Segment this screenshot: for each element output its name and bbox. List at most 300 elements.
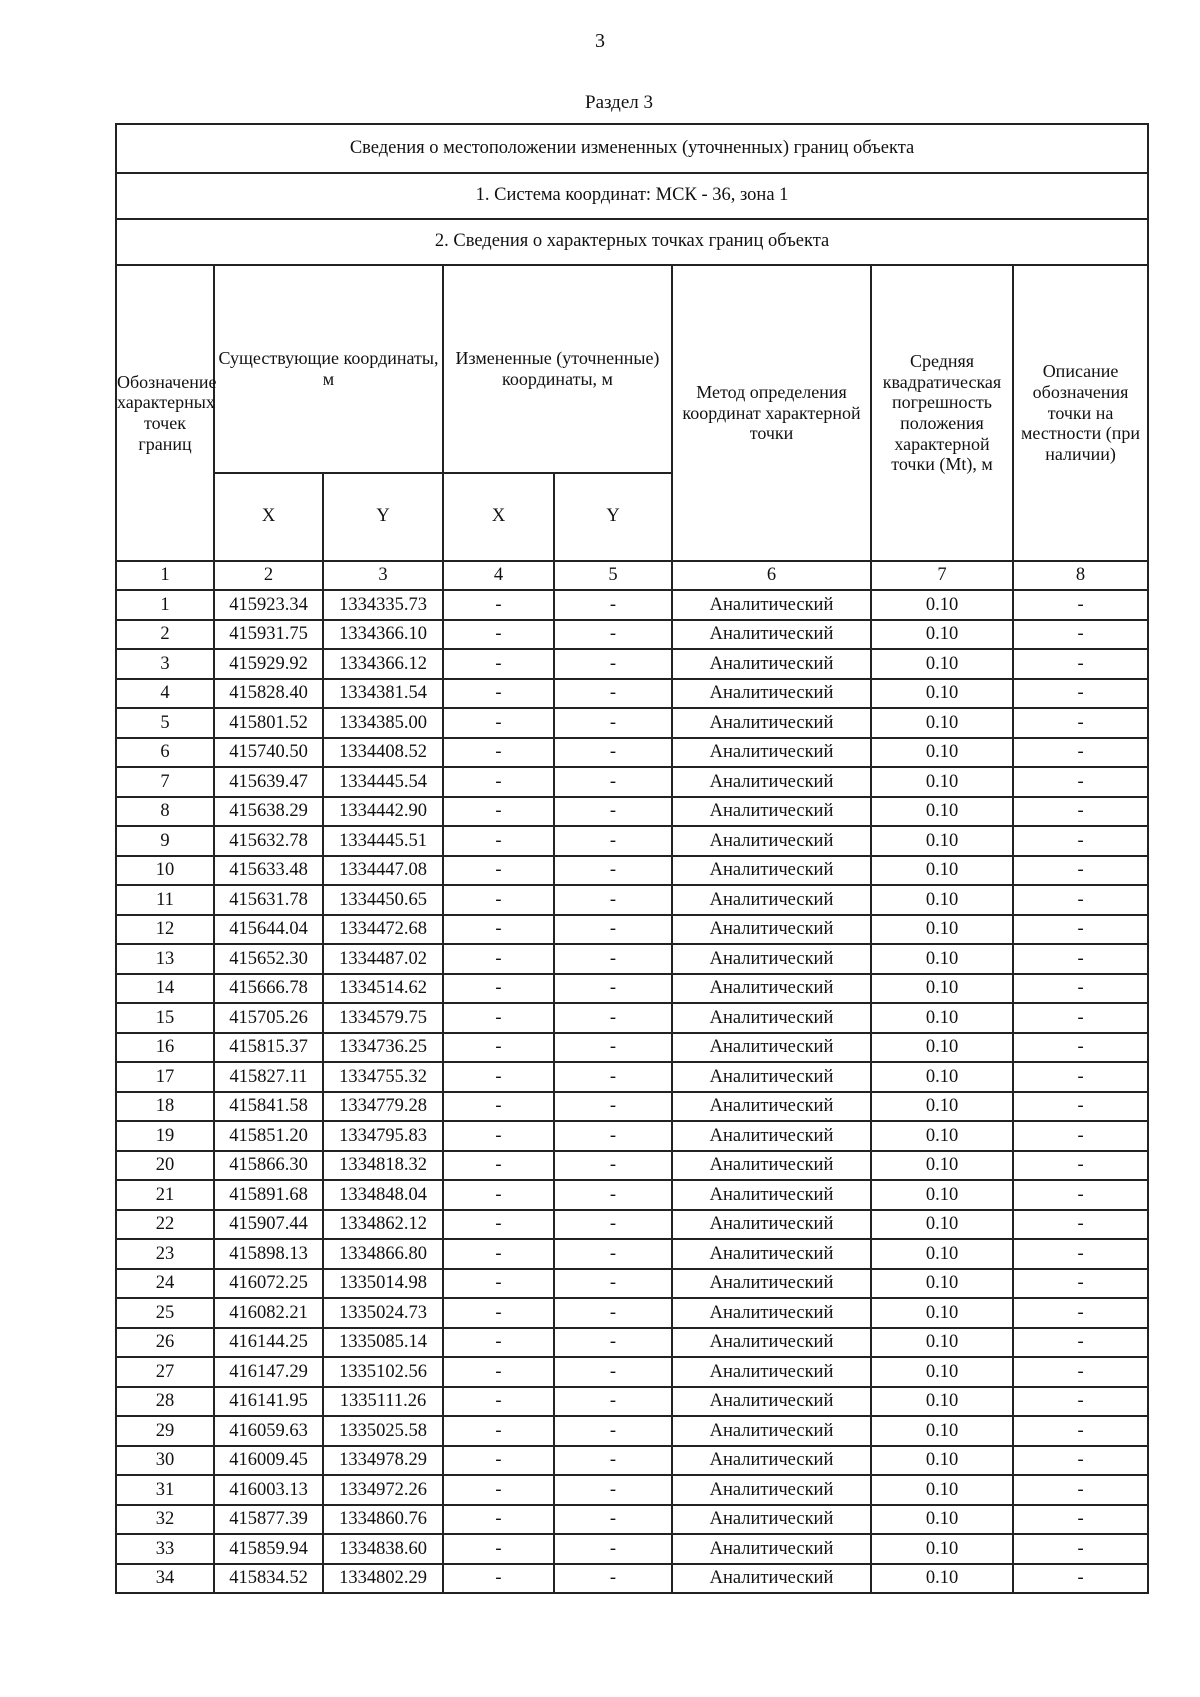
point-description-cell: - [1013,1387,1148,1417]
changed-y-cell: - [554,856,672,886]
table-row [116,826,1148,856]
point-description-cell: - [1013,590,1148,620]
existing-y-cell: 1335102.56 [323,1357,443,1387]
mean-error-cell: 0.10 [871,856,1013,886]
changed-y-cell: - [554,1269,672,1299]
changed-x-cell: - [443,885,554,915]
existing-y-cell: 1334447.08 [323,856,443,886]
changed-y-cell: - [554,1328,672,1358]
method-cell: Аналитический [672,1534,871,1564]
changed-y-cell: - [554,1416,672,1446]
mean-error-cell: 0.10 [871,679,1013,709]
table-row [116,590,1148,620]
changed-y-cell: - [554,915,672,945]
table-row [116,944,1148,974]
method-cell: Аналитический [672,1151,871,1181]
changed-x-cell: - [443,1062,554,1092]
mean-error-cell: 0.10 [871,944,1013,974]
point-number-cell: 28 [116,1387,214,1417]
changed-y-cell: - [554,1121,672,1151]
existing-x-cell: 415631.78 [214,885,323,915]
method-cell: Аналитический [672,1239,871,1269]
method-cell: Аналитический [672,1092,871,1122]
point-description-cell: - [1013,1534,1148,1564]
method-cell: Аналитический [672,1357,871,1387]
mean-error-cell: 0.10 [871,1121,1013,1151]
header-method: Метод определения координат характерной точки [672,265,871,561]
point-number-cell: 21 [116,1180,214,1210]
table-row [116,1328,1148,1358]
existing-x-cell: 415877.39 [214,1505,323,1535]
column-number: 1 [116,561,214,590]
changed-y-cell: - [554,590,672,620]
point-description-cell: - [1013,1239,1148,1269]
existing-y-cell: 1334335.73 [323,590,443,620]
existing-x-cell: 415907.44 [214,1210,323,1240]
table-row [116,1564,1148,1594]
point-number-cell: 1 [116,590,214,620]
existing-x-cell: 416082.21 [214,1298,323,1328]
existing-y-cell: 1334818.32 [323,1151,443,1181]
changed-x-cell: - [443,649,554,679]
changed-x-cell: - [443,1416,554,1446]
existing-y-cell: 1334487.02 [323,944,443,974]
changed-y-cell: - [554,1003,672,1033]
method-cell: Аналитический [672,974,871,1004]
existing-x-cell: 416003.13 [214,1475,323,1505]
changed-x-cell: - [443,1269,554,1299]
table-row [116,1387,1148,1417]
point-number-cell: 13 [116,944,214,974]
method-cell: Аналитический [672,915,871,945]
method-cell: Аналитический [672,797,871,827]
existing-x-cell: 415828.40 [214,679,323,709]
mean-error-cell: 0.10 [871,1151,1013,1181]
header-changed-y: Y [554,473,672,561]
point-description-cell: - [1013,1062,1148,1092]
mean-error-cell: 0.10 [871,649,1013,679]
existing-x-cell: 416147.29 [214,1357,323,1387]
point-number-cell: 16 [116,1033,214,1063]
point-description-cell: - [1013,1033,1148,1063]
point-number-cell: 31 [116,1475,214,1505]
existing-x-cell: 415827.11 [214,1062,323,1092]
method-cell: Аналитический [672,679,871,709]
method-cell: Аналитический [672,1505,871,1535]
point-number-cell: 20 [116,1151,214,1181]
table-row [116,1180,1148,1210]
header-changed-x: X [443,473,554,561]
existing-y-cell: 1334838.60 [323,1534,443,1564]
existing-x-cell: 415851.20 [214,1121,323,1151]
point-description-cell: - [1013,1475,1148,1505]
existing-x-cell: 415929.92 [214,649,323,679]
changed-y-cell: - [554,679,672,709]
changed-y-cell: - [554,1062,672,1092]
point-number-cell: 29 [116,1416,214,1446]
point-number-cell: 3 [116,649,214,679]
existing-x-cell: 415859.94 [214,1534,323,1564]
header-mean-error: Средняя квадратическая погрешность положения характерной точки (Mt), м [871,265,1013,561]
existing-y-cell: 1334472.68 [323,915,443,945]
changed-x-cell: - [443,708,554,738]
point-number-cell: 6 [116,738,214,768]
mean-error-cell: 0.10 [871,1328,1013,1358]
point-description-cell: - [1013,649,1148,679]
changed-y-cell: - [554,1239,672,1269]
table-row [116,767,1148,797]
point-description-cell: - [1013,915,1148,945]
method-cell: Аналитический [672,649,871,679]
point-number-cell: 24 [116,1269,214,1299]
mean-error-cell: 0.10 [871,1033,1013,1063]
point-number-cell: 32 [116,1505,214,1535]
method-cell: Аналитический [672,1121,871,1151]
table-row [116,1269,1148,1299]
method-cell: Аналитический [672,738,871,768]
existing-x-cell: 416059.63 [214,1416,323,1446]
method-cell: Аналитический [672,1328,871,1358]
method-cell: Аналитический [672,1062,871,1092]
table-row [116,1003,1148,1033]
existing-y-cell: 1335014.98 [323,1269,443,1299]
method-cell: Аналитический [672,1269,871,1299]
mean-error-cell: 0.10 [871,767,1013,797]
method-cell: Аналитический [672,1564,871,1594]
changed-x-cell: - [443,1534,554,1564]
header-changed-coordinates: Измененные (уточненные) координаты, м [443,265,672,473]
changed-y-cell: - [554,1505,672,1535]
mean-error-cell: 0.10 [871,1210,1013,1240]
table-row [116,679,1148,709]
changed-y-cell: - [554,1446,672,1476]
mean-error-cell: 0.10 [871,1180,1013,1210]
existing-y-cell: 1334366.10 [323,620,443,650]
changed-x-cell: - [443,1387,554,1417]
existing-x-cell: 415638.29 [214,797,323,827]
existing-y-cell: 1334860.76 [323,1505,443,1535]
existing-x-cell: 415866.30 [214,1151,323,1181]
changed-x-cell: - [443,1003,554,1033]
existing-y-cell: 1334795.83 [323,1121,443,1151]
changed-x-cell: - [443,1092,554,1122]
changed-x-cell: - [443,1239,554,1269]
table-row [116,738,1148,768]
changed-x-cell: - [443,767,554,797]
changed-y-cell: - [554,1564,672,1594]
existing-x-cell: 415666.78 [214,974,323,1004]
point-description-cell: - [1013,1298,1148,1328]
method-cell: Аналитический [672,826,871,856]
table-row [116,708,1148,738]
header-point-designation: Обозначение характерных точек границ [116,265,214,561]
method-cell: Аналитический [672,944,871,974]
changed-y-cell: - [554,767,672,797]
existing-y-cell: 1335085.14 [323,1328,443,1358]
point-description-cell: - [1013,1180,1148,1210]
mean-error-cell: 0.10 [871,1446,1013,1476]
page-number: 3 [595,30,605,52]
column-number: 6 [672,561,871,590]
mean-error-cell: 0.10 [871,1387,1013,1417]
method-cell: Аналитический [672,767,871,797]
changed-x-cell: - [443,1210,554,1240]
existing-y-cell: 1335024.73 [323,1298,443,1328]
changed-x-cell: - [443,856,554,886]
column-number: 8 [1013,561,1148,590]
existing-x-cell: 415834.52 [214,1564,323,1594]
existing-y-cell: 1334862.12 [323,1210,443,1240]
point-number-cell: 34 [116,1564,214,1594]
point-number-cell: 10 [116,856,214,886]
point-number-cell: 22 [116,1210,214,1240]
existing-y-cell: 1334755.32 [323,1062,443,1092]
existing-x-cell: 415891.68 [214,1180,323,1210]
changed-y-cell: - [554,738,672,768]
table-row [116,620,1148,650]
existing-y-cell: 1334445.54 [323,767,443,797]
table-row [116,797,1148,827]
point-number-cell: 26 [116,1328,214,1358]
changed-y-cell: - [554,826,672,856]
changed-y-cell: - [554,1210,672,1240]
changed-x-cell: - [443,590,554,620]
changed-y-cell: - [554,1033,672,1063]
header-existing-y: Y [323,473,443,561]
point-number-cell: 14 [116,974,214,1004]
mean-error-cell: 0.10 [871,1003,1013,1033]
changed-y-cell: - [554,1387,672,1417]
mean-error-cell: 0.10 [871,1092,1013,1122]
points-section-title: 2. Сведения о характерных точках границ объекта [116,219,1148,265]
existing-x-cell: 415639.47 [214,767,323,797]
table-row [116,1210,1148,1240]
column-number: 5 [554,561,672,590]
existing-x-cell: 416141.95 [214,1387,323,1417]
point-number-cell: 11 [116,885,214,915]
mean-error-cell: 0.10 [871,974,1013,1004]
point-number-cell: 12 [116,915,214,945]
mean-error-cell: 0.10 [871,1269,1013,1299]
changed-x-cell: - [443,620,554,650]
header-existing-coordinates: Существующие координаты, м [214,265,443,473]
table-row [116,1062,1148,1092]
mean-error-cell: 0.10 [871,1534,1013,1564]
point-number-cell: 8 [116,797,214,827]
changed-x-cell: - [443,1564,554,1594]
existing-x-cell: 415740.50 [214,738,323,768]
point-number-cell: 4 [116,679,214,709]
column-numbers-row [116,561,1148,590]
table-row [116,1092,1148,1122]
method-cell: Аналитический [672,620,871,650]
method-cell: Аналитический [672,1210,871,1240]
point-description-cell: - [1013,1505,1148,1535]
point-number-cell: 15 [116,1003,214,1033]
changed-x-cell: - [443,738,554,768]
point-number-cell: 25 [116,1298,214,1328]
existing-x-cell: 415801.52 [214,708,323,738]
existing-x-cell: 415644.04 [214,915,323,945]
existing-y-cell: 1334445.51 [323,826,443,856]
point-description-cell: - [1013,974,1148,1004]
point-description-cell: - [1013,1210,1148,1240]
changed-x-cell: - [443,1475,554,1505]
existing-x-cell: 416144.25 [214,1328,323,1358]
table-row [116,856,1148,886]
existing-y-cell: 1334848.04 [323,1180,443,1210]
point-number-cell: 30 [116,1446,214,1476]
section-title: Раздел 3 [585,92,653,113]
point-number-cell: 18 [116,1092,214,1122]
mean-error-cell: 0.10 [871,738,1013,768]
changed-y-cell: - [554,708,672,738]
existing-y-cell: 1334408.52 [323,738,443,768]
changed-x-cell: - [443,1033,554,1063]
mean-error-cell: 0.10 [871,620,1013,650]
method-cell: Аналитический [672,708,871,738]
table-row [116,1357,1148,1387]
mean-error-cell: 0.10 [871,1239,1013,1269]
changed-x-cell: - [443,915,554,945]
changed-x-cell: - [443,1298,554,1328]
point-description-cell: - [1013,826,1148,856]
table-row [116,915,1148,945]
boundary-points-table [115,123,1149,1594]
method-cell: Аналитический [672,590,871,620]
existing-x-cell: 416072.25 [214,1269,323,1299]
mean-error-cell: 0.10 [871,590,1013,620]
changed-y-cell: - [554,620,672,650]
column-number: 4 [443,561,554,590]
mean-error-cell: 0.10 [871,1505,1013,1535]
header-description: Описание обозначения точки на местности (при наличии) [1013,265,1148,561]
point-description-cell: - [1013,1564,1148,1594]
method-cell: Аналитический [672,1003,871,1033]
table-row [116,1033,1148,1063]
existing-y-cell: 1334866.80 [323,1239,443,1269]
existing-x-cell: 415652.30 [214,944,323,974]
point-description-cell: - [1013,1092,1148,1122]
table-row [116,1505,1148,1535]
changed-x-cell: - [443,974,554,1004]
method-cell: Аналитический [672,1446,871,1476]
mean-error-cell: 0.10 [871,1062,1013,1092]
existing-y-cell: 1334450.65 [323,885,443,915]
column-number: 3 [323,561,443,590]
changed-y-cell: - [554,944,672,974]
table-body [116,590,1148,1593]
mean-error-cell: 0.10 [871,915,1013,945]
column-number: 7 [871,561,1013,590]
point-description-cell: - [1013,620,1148,650]
point-description-cell: - [1013,738,1148,768]
point-description-cell: - [1013,885,1148,915]
point-description-cell: - [1013,1446,1148,1476]
table-row [116,1239,1148,1269]
mean-error-cell: 0.10 [871,1416,1013,1446]
changed-y-cell: - [554,1298,672,1328]
method-cell: Аналитический [672,1180,871,1210]
mean-error-cell: 0.10 [871,1475,1013,1505]
existing-x-cell: 415632.78 [214,826,323,856]
changed-x-cell: - [443,679,554,709]
existing-y-cell: 1335111.26 [323,1387,443,1417]
changed-x-cell: - [443,797,554,827]
existing-x-cell: 415898.13 [214,1239,323,1269]
existing-x-cell: 416009.45 [214,1446,323,1476]
coordinate-system: 1. Система координат: МСК - 36, зона 1 [116,173,1148,219]
changed-x-cell: - [443,826,554,856]
method-cell: Аналитический [672,885,871,915]
existing-y-cell: 1334972.26 [323,1475,443,1505]
table-row [116,974,1148,1004]
existing-y-cell: 1334442.90 [323,797,443,827]
point-description-cell: - [1013,1416,1148,1446]
existing-y-cell: 1334978.29 [323,1446,443,1476]
existing-x-cell: 415841.58 [214,1092,323,1122]
changed-x-cell: - [443,1446,554,1476]
point-number-cell: 2 [116,620,214,650]
point-description-cell: - [1013,797,1148,827]
point-description-cell: - [1013,1269,1148,1299]
table-row [116,1446,1148,1476]
point-number-cell: 9 [116,826,214,856]
changed-y-cell: - [554,1534,672,1564]
table-title: Сведения о местоположении измененных (уточненных) границ объекта [116,124,1148,173]
method-cell: Аналитический [672,1033,871,1063]
changed-x-cell: - [443,1121,554,1151]
changed-y-cell: - [554,649,672,679]
point-description-cell: - [1013,1151,1148,1181]
existing-y-cell: 1334779.28 [323,1092,443,1122]
table-row [116,1416,1148,1446]
changed-x-cell: - [443,1180,554,1210]
point-number-cell: 23 [116,1239,214,1269]
existing-x-cell: 415633.48 [214,856,323,886]
existing-y-cell: 1334366.12 [323,649,443,679]
table-row [116,1534,1148,1564]
point-number-cell: 19 [116,1121,214,1151]
mean-error-cell: 0.10 [871,1357,1013,1387]
changed-x-cell: - [443,944,554,974]
point-description-cell: - [1013,1357,1148,1387]
mean-error-cell: 0.10 [871,1298,1013,1328]
mean-error-cell: 0.10 [871,1564,1013,1594]
existing-x-cell: 415931.75 [214,620,323,650]
mean-error-cell: 0.10 [871,826,1013,856]
changed-y-cell: - [554,1151,672,1181]
point-description-cell: - [1013,1121,1148,1151]
changed-y-cell: - [554,1357,672,1387]
changed-x-cell: - [443,1505,554,1535]
point-number-cell: 27 [116,1357,214,1387]
method-cell: Аналитический [672,1416,871,1446]
point-description-cell: - [1013,856,1148,886]
mean-error-cell: 0.10 [871,797,1013,827]
existing-y-cell: 1334802.29 [323,1564,443,1594]
changed-y-cell: - [554,1180,672,1210]
changed-y-cell: - [554,885,672,915]
point-number-cell: 5 [116,708,214,738]
point-number-cell: 7 [116,767,214,797]
existing-x-cell: 415815.37 [214,1033,323,1063]
header-existing-x: X [214,473,323,561]
table-row [116,1475,1148,1505]
point-description-cell: - [1013,679,1148,709]
method-cell: Аналитический [672,1387,871,1417]
changed-y-cell: - [554,797,672,827]
